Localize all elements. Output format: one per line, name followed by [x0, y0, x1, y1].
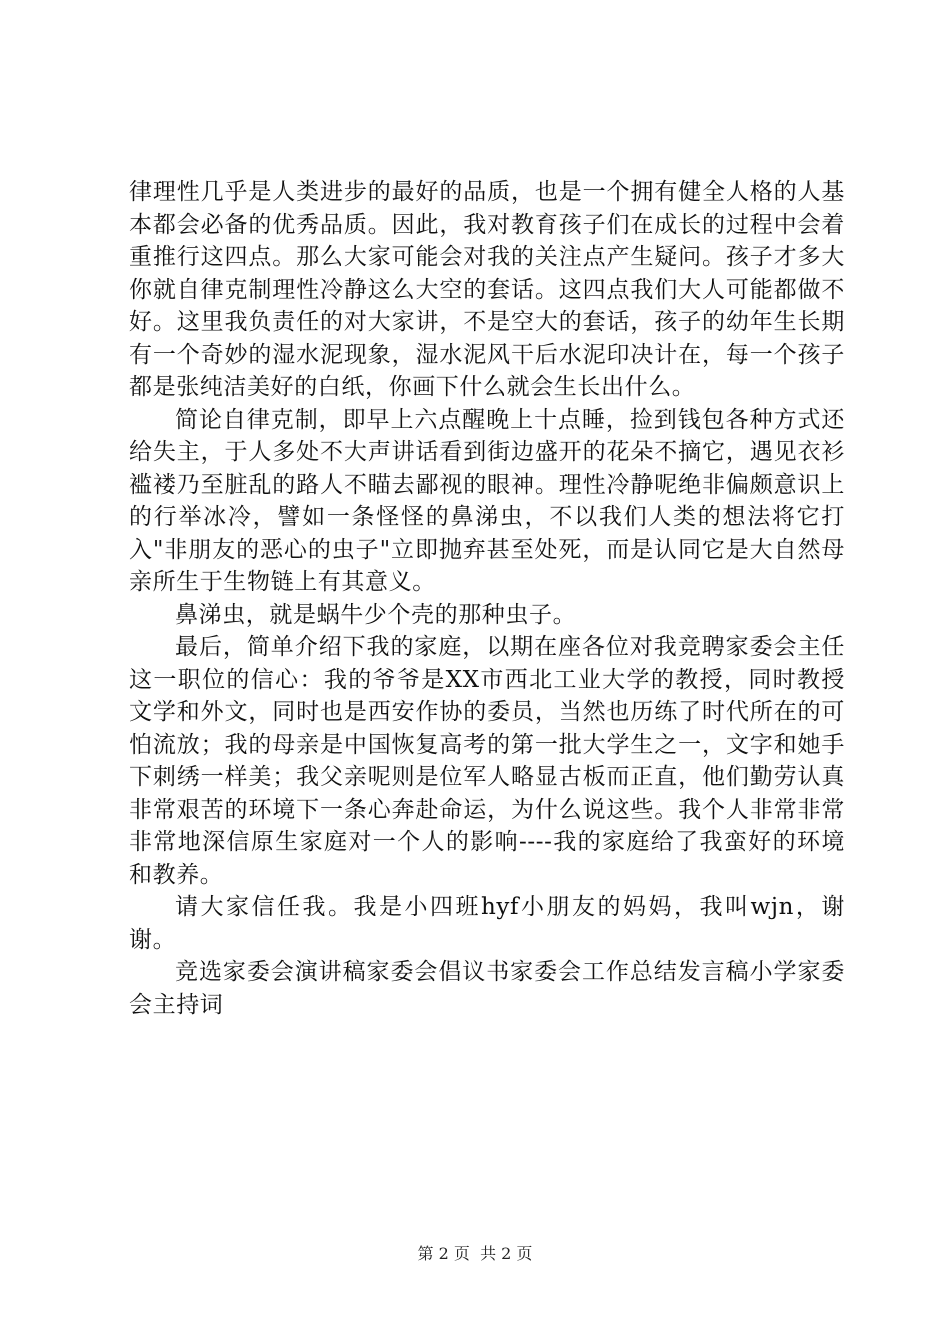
paragraph-self-discipline: 简论自律克制，即早上六点醒晚上十点睡，捡到钱包各种方式还给失主，于人多处不大声讲话看到街边盛开的花朵不摘它，遇见衣衫褴褛乃至脏乱的路人不瞄去鄙视的眼神。理性冷静呢绝非偏颇意识上的行举冰冷，譬如一条怪怪的鼻涕虫，不以我们人类的想法将它打入"非朋友的恶心的虫子"立即抛弃甚至处死，而是认同它是大自然母亲所生于生物链上有其意义。 [129, 406, 845, 595]
paragraph-slug-note: 鼻涕虫，就是蜗牛少个壳的那种虫子。 [175, 601, 577, 628]
paragraph-family: 最后，简单介绍下我的家庭，以期在座各位对我竞聘家委会主任这一职位的信心：我的爷爷是XX市西北工业大学的教授，同时教授文学和外文，同时也是西安作协的委员，当然也历练了时代所在的可怕流放；我的母亲是中国恢复高考的第一批大学生之一，文字和她手下刺绣一样美；我父亲呢则是位军人略显古板而正直，他们勤劳认真非常艰苦的环境下一条心奔赴命运，为什么说这些。我个人非常非常非常地深信原生家庭对一个人的影响----我的家庭给了我蛮好的环境和教养。 [129, 634, 845, 888]
paragraph-related-links: 竞选家委会演讲稿家委会倡议书家委会工作总结发言稿小学家委会主持词 [129, 959, 845, 1018]
page-footer [0, 1243, 950, 1265]
paragraph-continuation: 律理性几乎是人类进步的最好的品质，也是一个拥有健全人格的人基本都会必备的优秀品质。因此，我对教育孩子们在成长的过程中会着重推行这四点。那么大家可能会对我的关注点产生疑问。孩子才多大你就自律克制理性冷静这么大空的套话。这四点我们大人可能都做不好。这里我负责任的对大家讲，不是空大的套话，孩子的幼年生长期有一个奇妙的湿水泥现象，湿水泥风干后水泥印决计在，每一个孩子都是张纯洁美好的白纸，你画下什么就会生长出什么。 [129, 179, 845, 400]
page-number-label: 第 2 页 共 2 页 [417, 1244, 533, 1263]
paragraph-closing: 请大家信任我。我是小四班hyf小朋友的妈妈，我叫wjn，谢谢。 [129, 894, 845, 953]
document-body [129, 176, 845, 1021]
